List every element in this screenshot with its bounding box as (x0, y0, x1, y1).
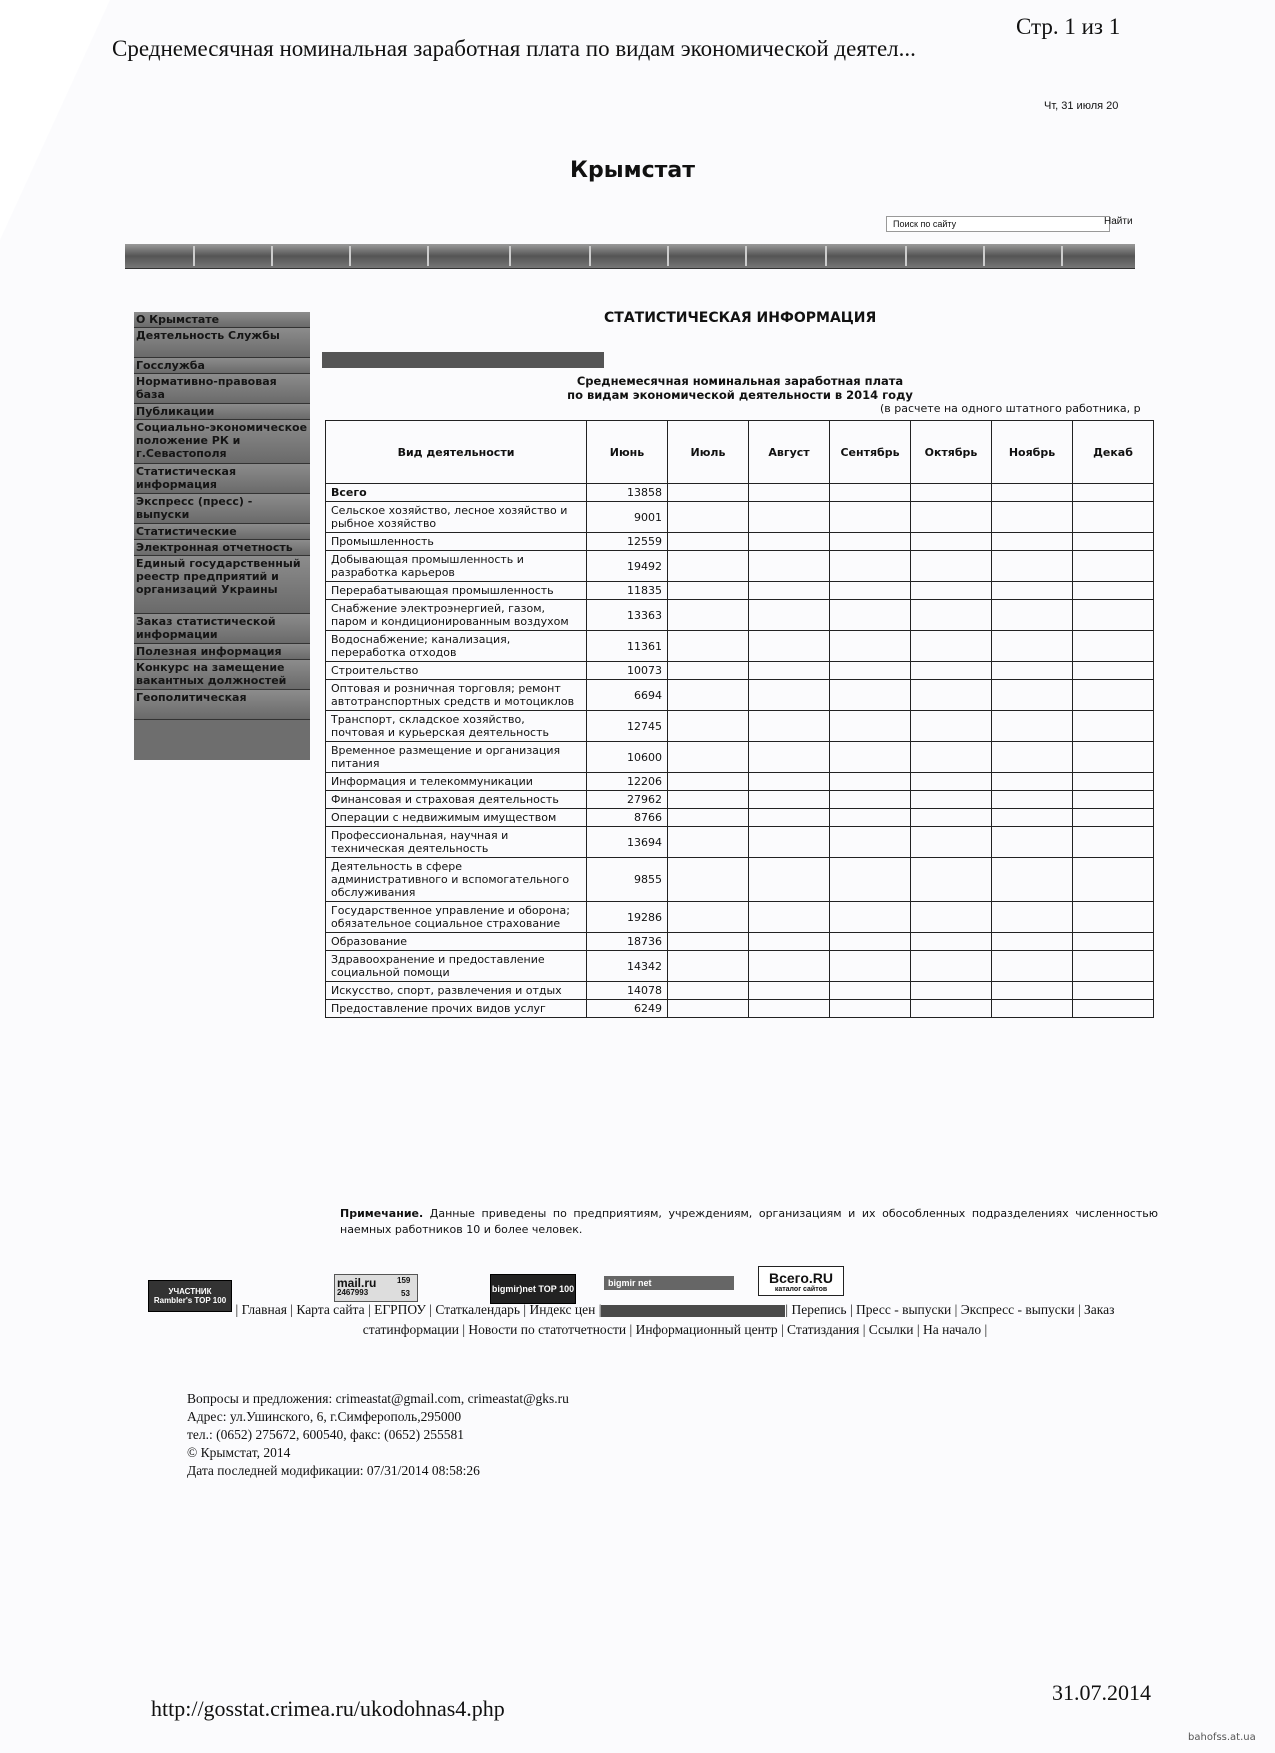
activity-cell: Предоставление прочих видов услуг (326, 1000, 587, 1018)
nav-separator (271, 246, 273, 266)
table-row (326, 858, 1154, 902)
empty-month-cell (1073, 933, 1154, 951)
empty-month-cell (992, 662, 1073, 680)
empty-month-cell (668, 502, 749, 533)
empty-month-cell (1073, 662, 1154, 680)
empty-month-cell (1073, 951, 1154, 982)
empty-month-cell (830, 711, 911, 742)
footnote (340, 1206, 1158, 1238)
search-button[interactable]: Найти (1104, 216, 1133, 227)
activity-cell: Информация и телекоммуникации (326, 773, 587, 791)
empty-month-cell (830, 1000, 911, 1018)
empty-month-cell (911, 631, 992, 662)
sidebar-item[interactable]: О Крымстате (134, 312, 310, 328)
column-header: Июнь (587, 421, 668, 484)
folded-corner (0, 0, 110, 240)
activity-cell: Перерабатывающая промышленность (326, 582, 587, 600)
contact-phone: тел.: (0652) 275672, 600540, факс: (0652) 255581 (187, 1427, 464, 1442)
mailru-a: 159 (397, 1276, 411, 1285)
activity-cell: Сельское хозяйство, лесное хозяйство и рыбное хозяйство (326, 502, 587, 533)
empty-month-cell (830, 680, 911, 711)
table-row (326, 902, 1154, 933)
empty-month-cell (911, 533, 992, 551)
empty-month-cell (668, 809, 749, 827)
empty-month-cell (1073, 502, 1154, 533)
june-value-cell: 11835 (587, 582, 668, 600)
empty-month-cell (1073, 982, 1154, 1000)
empty-month-cell (911, 711, 992, 742)
empty-month-cell (992, 902, 1073, 933)
empty-month-cell (992, 600, 1073, 631)
activity-cell: Государственное управление и оборона; обязательное социальное страхование (326, 902, 587, 933)
empty-month-cell (830, 484, 911, 502)
nav-separator (509, 246, 511, 266)
empty-month-cell (992, 484, 1073, 502)
sidebar-item[interactable]: Публикации (134, 404, 310, 420)
activity-cell: Операции с недвижимым имуществом (326, 809, 587, 827)
empty-month-cell (1073, 1000, 1154, 1018)
empty-month-cell (992, 827, 1073, 858)
empty-month-cell (992, 502, 1073, 533)
empty-month-cell (749, 631, 830, 662)
sidebar-item[interactable]: Статистические (134, 524, 310, 540)
empty-month-cell (749, 742, 830, 773)
empty-month-cell (1073, 902, 1154, 933)
empty-month-cell (830, 600, 911, 631)
vsego-ru-title: Всего.RU (769, 1269, 833, 1286)
sidebar-item[interactable]: Нормативно-правовая база (134, 374, 310, 404)
june-value-cell: 12559 (587, 533, 668, 551)
site-name: Крымстат (570, 158, 695, 183)
empty-month-cell (911, 600, 992, 631)
empty-month-cell (668, 551, 749, 582)
empty-month-cell (749, 502, 830, 533)
footnote-label: Примечание. (340, 1207, 424, 1220)
empty-month-cell (1073, 791, 1154, 809)
column-header: Ноябрь (992, 421, 1073, 484)
empty-month-cell (749, 711, 830, 742)
table-title-line2: по видам экономической деятельности в 2014 году (567, 388, 913, 402)
activity-cell: Всего (326, 484, 587, 502)
empty-month-cell (992, 951, 1073, 982)
empty-month-cell (992, 809, 1073, 827)
activity-cell: Финансовая и страховая деятельность (326, 791, 587, 809)
empty-month-cell (830, 582, 911, 600)
bigmir-net-counter[interactable]: bigmir net (604, 1276, 734, 1290)
empty-month-cell (668, 600, 749, 631)
table-row (326, 982, 1154, 1000)
empty-month-cell (830, 551, 911, 582)
table-row (326, 809, 1154, 827)
table-row (326, 951, 1154, 982)
activity-cell: Образование (326, 933, 587, 951)
empty-month-cell (668, 631, 749, 662)
empty-month-cell (749, 533, 830, 551)
empty-month-cell (911, 827, 992, 858)
sidebar-item[interactable]: Конкурс на замещение вакантных должностей (134, 660, 310, 690)
footer-links-line2[interactable]: статинформации | Новости по статотчетности | Информационный центр | Статиздания | Ссылки | На начало | (362, 1322, 988, 1337)
empty-month-cell (830, 742, 911, 773)
contact-questions: Вопросы и предложения: crimeastat@gmail.com, crimeastat@gks.ru (187, 1391, 569, 1406)
mailru-label: mail.ru (337, 1276, 377, 1290)
sidebar-item[interactable]: Электронная отчетность (134, 540, 310, 556)
june-value-cell: 14342 (587, 951, 668, 982)
sidebar-item[interactable]: Статистическая информация (134, 464, 310, 494)
empty-month-cell (911, 502, 992, 533)
empty-month-cell (1073, 680, 1154, 711)
empty-month-cell (992, 551, 1073, 582)
empty-month-cell (749, 773, 830, 791)
empty-month-cell (668, 533, 749, 551)
table-row (326, 680, 1154, 711)
empty-month-cell (749, 827, 830, 858)
empty-month-cell (668, 711, 749, 742)
june-value-cell: 19492 (587, 551, 668, 582)
table-row (326, 742, 1154, 773)
empty-month-cell (830, 827, 911, 858)
empty-month-cell (830, 933, 911, 951)
june-value-cell: 8766 (587, 809, 668, 827)
activity-cell: Добывающая промышленность и разработка карьеров (326, 551, 587, 582)
empty-month-cell (668, 827, 749, 858)
empty-month-cell (911, 773, 992, 791)
footnote-text: Данные приведены по предприятиям, учреждениям, организациям и их обособленных подразделениях численностью наемных работников 10 и более человек. (340, 1207, 1159, 1236)
empty-month-cell (830, 631, 911, 662)
empty-month-cell (992, 631, 1073, 662)
empty-month-cell (749, 858, 830, 902)
contact-modified: Дата последней модификации: 07/31/2014 08:58:26 (187, 1463, 480, 1478)
table-title-line1: Среднемесячная номинальная заработная плата (576, 374, 904, 388)
table-unit-note: (в расчете на одного штатного работника, р (880, 402, 1141, 415)
empty-month-cell (1073, 858, 1154, 902)
empty-month-cell (992, 742, 1073, 773)
june-value-cell: 9855 (587, 858, 668, 902)
empty-month-cell (830, 902, 911, 933)
empty-month-cell (668, 858, 749, 902)
empty-month-cell (911, 662, 992, 680)
table-row (326, 773, 1154, 791)
empty-month-cell (911, 484, 992, 502)
empty-month-cell (992, 533, 1073, 551)
june-value-cell: 18736 (587, 933, 668, 951)
redacted-link (601, 1305, 785, 1317)
empty-month-cell (911, 680, 992, 711)
footer-links-line1a[interactable]: | Главная | Карта сайта | ЕГРПОУ | Статкалендарь | Индекс цен | (235, 1302, 602, 1317)
table-row (326, 502, 1154, 533)
search-input[interactable]: Поиск по сайту (886, 216, 1110, 232)
june-value-cell: 11361 (587, 631, 668, 662)
empty-month-cell (1073, 582, 1154, 600)
table-row (326, 933, 1154, 951)
mailru-b: 53 (401, 1289, 410, 1298)
sidebar-item[interactable]: Деятельность Службы (134, 328, 310, 358)
sidebar-menu (134, 312, 310, 760)
print-header-title: Среднемесячная номинальная заработная плата по видам экономической деятел... (112, 36, 916, 61)
empty-month-cell (830, 502, 911, 533)
table-row (326, 582, 1154, 600)
table-row (326, 791, 1154, 809)
nav-separator (427, 246, 429, 266)
empty-month-cell (992, 791, 1073, 809)
vsego-ru-badge[interactable] (758, 1266, 844, 1296)
table-row (326, 484, 1154, 502)
redacted-strip (322, 352, 604, 368)
column-header: Вид деятельности (326, 421, 587, 484)
table-row (326, 827, 1154, 858)
empty-month-cell (992, 711, 1073, 742)
empty-month-cell (830, 773, 911, 791)
empty-month-cell (992, 858, 1073, 902)
sidebar-item[interactable]: Экспресс (пресс) - выпуски (134, 494, 310, 524)
empty-month-cell (830, 951, 911, 982)
empty-month-cell (749, 951, 830, 982)
nav-separator (349, 246, 351, 266)
activity-cell: Промышленность (326, 533, 587, 551)
empty-month-cell (668, 902, 749, 933)
nav-separator (667, 246, 669, 266)
nav-separator (745, 246, 747, 266)
empty-month-cell (1073, 631, 1154, 662)
empty-month-cell (830, 662, 911, 680)
table-row (326, 533, 1154, 551)
sidebar-item[interactable]: Заказ статистической информации (134, 614, 310, 644)
empty-month-cell (830, 533, 911, 551)
site-date: Чт, 31 июля 20 (1044, 100, 1119, 112)
empty-month-cell (992, 582, 1073, 600)
empty-month-cell (749, 582, 830, 600)
empty-month-cell (668, 662, 749, 680)
empty-month-cell (749, 791, 830, 809)
print-footer-date: 31.07.2014 (1052, 1680, 1151, 1705)
empty-month-cell (911, 742, 992, 773)
nav-separator (589, 246, 591, 266)
sidebar-item[interactable]: Геополитическая (134, 690, 310, 720)
empty-month-cell (911, 902, 992, 933)
empty-month-cell (749, 902, 830, 933)
empty-month-cell (992, 1000, 1073, 1018)
empty-month-cell (830, 982, 911, 1000)
empty-month-cell (1073, 827, 1154, 858)
column-header: Июль (668, 421, 749, 484)
sidebar-item[interactable]: Единый государственный реестр предприятий и организаций Украины (134, 556, 310, 614)
empty-month-cell (668, 773, 749, 791)
column-header: Сентябрь (830, 421, 911, 484)
empty-month-cell (992, 982, 1073, 1000)
sidebar-item[interactable]: Социально-экономическое положение РК и г.Севастополя (134, 420, 310, 464)
activity-cell: Деятельность в сфере административного и вспомогательного обслуживания (326, 858, 587, 902)
empty-month-cell (749, 982, 830, 1000)
empty-month-cell (992, 773, 1073, 791)
empty-month-cell (749, 600, 830, 631)
empty-month-cell (1073, 742, 1154, 773)
june-value-cell: 10600 (587, 742, 668, 773)
empty-month-cell (668, 1000, 749, 1018)
june-value-cell: 13858 (587, 484, 668, 502)
section-title: СТАТИСТИЧЕСКАЯ ИНФОРМАЦИЯ (604, 310, 877, 326)
vsego-ru-subtitle: каталог сайтов (774, 1285, 828, 1293)
contact-block (187, 1390, 569, 1480)
print-header-page: Стр. 1 из 1 (1016, 14, 1121, 39)
table-header-row (326, 421, 1154, 484)
table-row (326, 1000, 1154, 1018)
table-title (440, 374, 1040, 402)
june-value-cell: 6694 (587, 680, 668, 711)
sidebar-item[interactable]: Госслужба (134, 358, 310, 374)
footer-links-line1b[interactable]: | Перепись | Пресс - выпуски | Экспресс - выпуски | Заказ (785, 1302, 1115, 1317)
rambler-counter[interactable]: УЧАСТНИК Rambler's TOP 100 (148, 1280, 232, 1312)
empty-month-cell (992, 680, 1073, 711)
column-header: Август (749, 421, 830, 484)
empty-month-cell (668, 742, 749, 773)
table-row (326, 631, 1154, 662)
column-header: Декаб (1073, 421, 1154, 484)
empty-month-cell (668, 982, 749, 1000)
empty-month-cell (1073, 711, 1154, 742)
empty-month-cell (911, 951, 992, 982)
activity-cell: Временное размещение и организация питания (326, 742, 587, 773)
nav-separator (825, 246, 827, 266)
table-row (326, 662, 1154, 680)
empty-month-cell (749, 662, 830, 680)
empty-month-cell (830, 791, 911, 809)
sidebar-item[interactable]: Полезная информация (134, 644, 310, 660)
activity-cell: Водоснабжение; канализация, переработка отходов (326, 631, 587, 662)
bigmir-top100-counter[interactable]: bigmir)net TOP 100 (490, 1274, 576, 1304)
june-value-cell: 27962 (587, 791, 668, 809)
activity-cell: Искусство, спорт, развлечения и отдых (326, 982, 587, 1000)
june-value-cell: 12745 (587, 711, 668, 742)
contact-address: Адрес: ул.Ушинского, 6, г.Симферополь,295000 (187, 1409, 462, 1424)
table-body (326, 484, 1154, 1018)
print-footer-url: http://gosstat.crimea.ru/ukodohnas4.php (151, 1696, 505, 1721)
june-value-cell: 10073 (587, 662, 668, 680)
empty-month-cell (911, 551, 992, 582)
nav-separator (1061, 246, 1063, 266)
empty-month-cell (1073, 773, 1154, 791)
empty-month-cell (911, 791, 992, 809)
empty-month-cell (911, 982, 992, 1000)
activity-cell: Транспорт, складское хозяйство, почтовая и курьерская деятельность (326, 711, 587, 742)
empty-month-cell (1073, 551, 1154, 582)
empty-month-cell (1073, 533, 1154, 551)
june-value-cell: 14078 (587, 982, 668, 1000)
empty-month-cell (668, 791, 749, 809)
table-row (326, 711, 1154, 742)
watermark: bahofss.at.ua (1188, 1732, 1256, 1743)
empty-month-cell (1073, 484, 1154, 502)
nav-separator (983, 246, 985, 266)
empty-month-cell (668, 951, 749, 982)
empty-month-cell (668, 680, 749, 711)
activity-cell: Строительство (326, 662, 587, 680)
empty-month-cell (749, 809, 830, 827)
empty-month-cell (911, 1000, 992, 1018)
salary-table (325, 420, 1154, 1018)
contact-copyright: © Крымстат, 2014 (187, 1445, 291, 1460)
activity-cell: Профессиональная, научная и техническая деятельность (326, 827, 587, 858)
activity-cell: Здравоохранение и предоставление социальной помощи (326, 951, 587, 982)
mailru-counter[interactable] (334, 1274, 418, 1302)
june-value-cell: 13694 (587, 827, 668, 858)
activity-cell: Снабжение электроэнергией, газом, паром и кондиционированным воздухом (326, 600, 587, 631)
empty-month-cell (749, 484, 830, 502)
top-navigation-bar[interactable] (125, 244, 1135, 269)
empty-month-cell (668, 933, 749, 951)
empty-month-cell (1073, 600, 1154, 631)
empty-month-cell (992, 933, 1073, 951)
empty-month-cell (749, 1000, 830, 1018)
column-header: Октябрь (911, 421, 992, 484)
empty-month-cell (911, 582, 992, 600)
june-value-cell: 6249 (587, 1000, 668, 1018)
empty-month-cell (749, 680, 830, 711)
empty-month-cell (1073, 809, 1154, 827)
empty-month-cell (830, 858, 911, 902)
empty-month-cell (911, 933, 992, 951)
june-value-cell: 13363 (587, 600, 668, 631)
empty-month-cell (749, 551, 830, 582)
empty-month-cell (668, 582, 749, 600)
empty-month-cell (911, 809, 992, 827)
empty-month-cell (830, 809, 911, 827)
june-value-cell: 9001 (587, 502, 668, 533)
empty-month-cell (749, 933, 830, 951)
activity-cell: Оптовая и розничная торговля; ремонт автотранспортных средств и мотоциклов (326, 680, 587, 711)
table-row (326, 600, 1154, 631)
table-row (326, 551, 1154, 582)
empty-month-cell (668, 484, 749, 502)
empty-month-cell (911, 858, 992, 902)
nav-separator (193, 246, 195, 266)
footer-links[interactable] (190, 1300, 1160, 1340)
mailru-count: 2467993 (337, 1288, 369, 1297)
june-value-cell: 12206 (587, 773, 668, 791)
june-value-cell: 19286 (587, 902, 668, 933)
nav-separator (905, 246, 907, 266)
